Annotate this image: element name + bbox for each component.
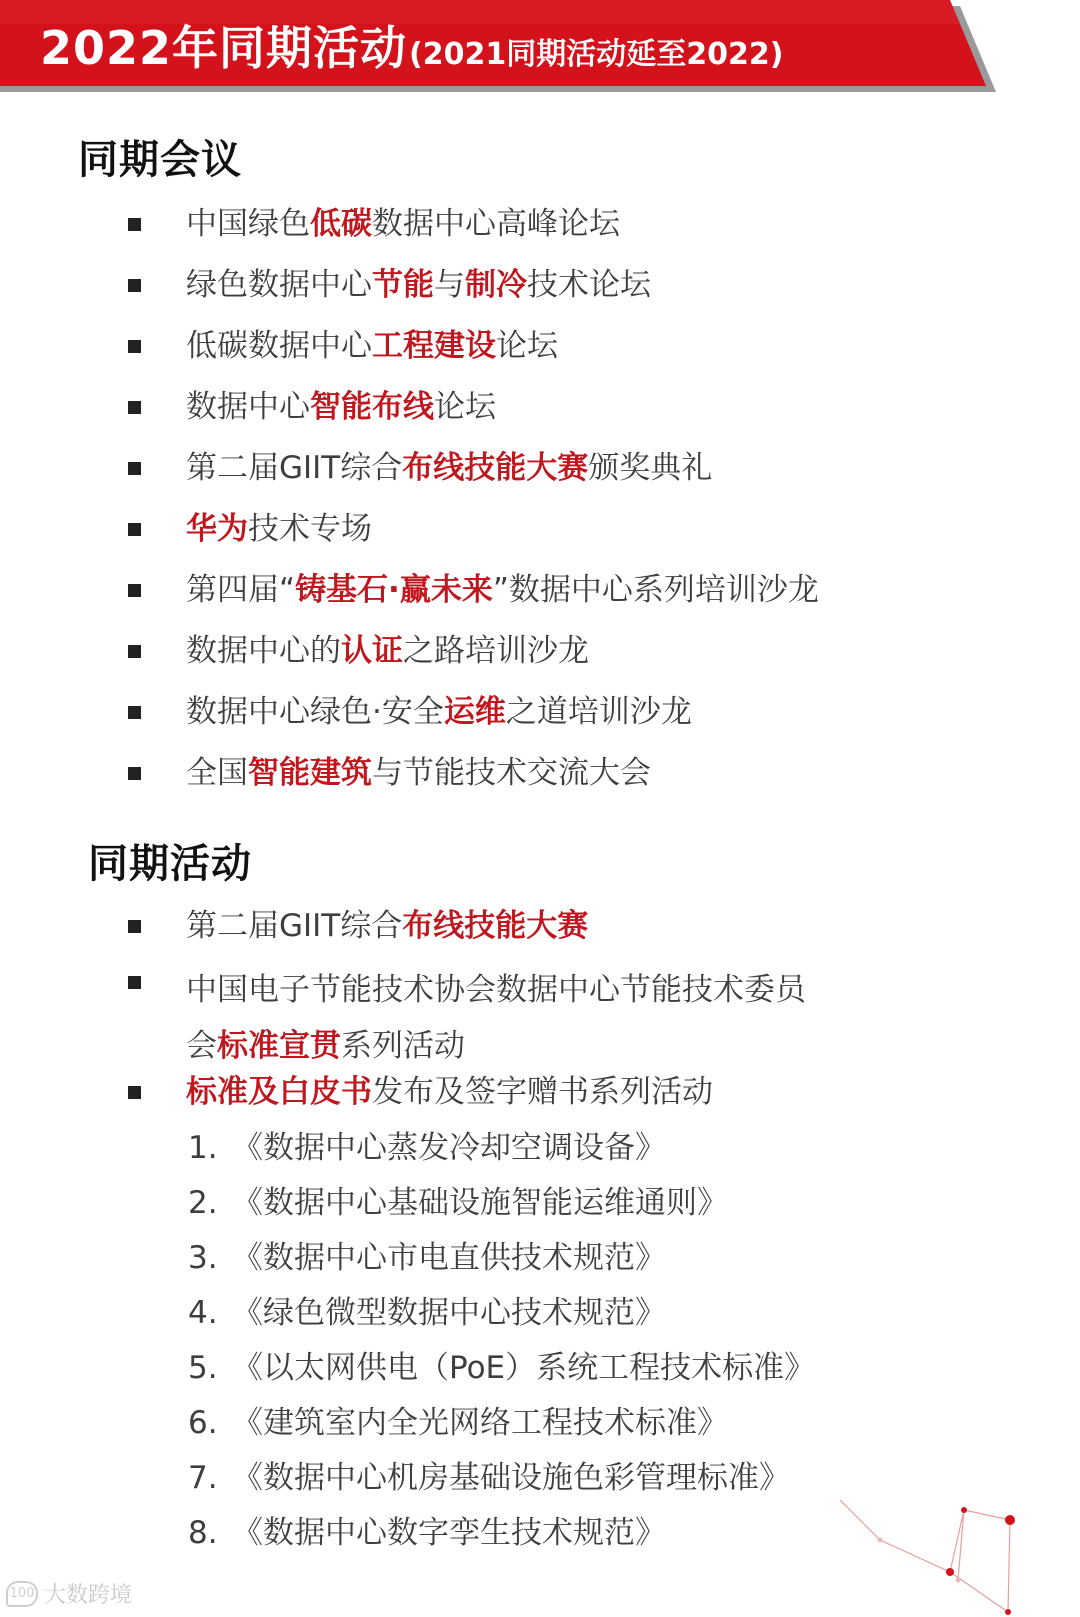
- highlight-text: 低碳: [310, 206, 372, 242]
- bullet-square-icon: [128, 401, 141, 414]
- standard-item: [188, 1403, 728, 1443]
- bullet-square-icon: [128, 218, 141, 231]
- highlight-text: 制冷: [465, 267, 527, 303]
- bullet-square-icon: [128, 645, 141, 658]
- highlight-text: 布线技能大赛: [402, 908, 589, 944]
- standard-number: 5.: [188, 1350, 218, 1386]
- highlight-text: 标准及白皮书: [186, 1074, 372, 1110]
- plain-text: 绿色数据中心: [186, 267, 372, 303]
- list-item-text: [186, 509, 372, 549]
- network-decoration-icon: [840, 1500, 1080, 1617]
- watermark-text: 大数跨境: [44, 1583, 133, 1608]
- plain-text: 发布及签字赠书系列活动: [372, 1074, 713, 1110]
- plain-text: 数据中心: [186, 389, 310, 425]
- standard-number: 3.: [188, 1240, 218, 1276]
- plain-text: 中国绿色: [186, 206, 310, 242]
- standard-number: 6.: [188, 1405, 218, 1441]
- bullet-square-icon: [128, 340, 141, 353]
- highlight-text: 工程建设: [372, 328, 496, 364]
- bullet-square-icon: [128, 523, 141, 536]
- plain-text: 低碳数据中心: [186, 328, 372, 364]
- plain-text: 第二届GIIT综合: [186, 908, 403, 944]
- highlight-text: 标准宣贯: [217, 1028, 341, 1064]
- plain-text: 全国: [186, 755, 248, 791]
- highlight-text: 华为: [186, 511, 248, 547]
- standard-item: [188, 1293, 666, 1333]
- bullet-square-icon: [128, 1086, 141, 1099]
- plain-text: 数据中心绿色·安全: [186, 694, 444, 730]
- standard-name: 《数据中心数字孪生技术规范》: [232, 1515, 666, 1551]
- standard-name: 《建筑室内全光网络工程技术标准》: [232, 1405, 728, 1441]
- list-item-text: [186, 387, 496, 427]
- standard-name: 《数据中心市电直供技术规范》: [232, 1240, 666, 1276]
- plain-text: 与节能技术交流大会: [372, 755, 651, 791]
- standard-name: 《数据中心基础设施智能运维通则》: [232, 1185, 728, 1221]
- banner-title: [40, 12, 783, 82]
- list-item-text: [186, 265, 651, 305]
- page-title: 2022年同期活动: [40, 21, 408, 75]
- plain-text: 第四届“: [186, 572, 296, 608]
- standard-item: [188, 1183, 728, 1223]
- bullet-square-icon: [128, 706, 141, 719]
- plain-text: 数据中心的: [186, 633, 341, 669]
- standard-name: 《数据中心蒸发冷却空调设备》: [232, 1130, 666, 1166]
- standard-item: [188, 1458, 790, 1498]
- standard-number: 1.: [188, 1130, 218, 1166]
- bullet-square-icon: [128, 279, 141, 292]
- standard-name: 《以太网供电（PoE）系统工程技术标准》: [232, 1350, 816, 1386]
- highlight-text: 布线技能大赛: [402, 450, 589, 486]
- list-item-text: [186, 631, 589, 671]
- plain-text: 数据中心高峰论坛: [372, 206, 620, 242]
- standard-number: 4.: [188, 1295, 218, 1331]
- list-item-text: [186, 962, 806, 1074]
- bullet-square-icon: [128, 462, 141, 475]
- list-item-text: [186, 753, 651, 793]
- plain-text: 与: [434, 267, 465, 303]
- standard-number: 2.: [188, 1185, 218, 1221]
- list-item-text: [186, 906, 588, 946]
- list-item-text: [186, 204, 620, 244]
- plain-text: 颁奖典礼: [588, 450, 713, 486]
- bullet-square-icon: [128, 767, 141, 780]
- highlight-text: 智能建筑: [248, 755, 372, 791]
- standard-name: 《绿色微型数据中心技术规范》: [232, 1295, 666, 1331]
- header-banner: [0, 0, 1000, 92]
- standard-number: 7.: [188, 1460, 218, 1496]
- standard-item: [188, 1238, 666, 1278]
- page-subtitle: (2021同期活动延至2022): [409, 37, 784, 72]
- plain-text: 之道培训沙龙: [505, 694, 692, 730]
- plain-text: 技术专场: [248, 511, 372, 547]
- section-heading-activities: 同期活动: [88, 841, 252, 887]
- standard-number: 8.: [188, 1515, 218, 1551]
- plain-text: 技术论坛: [527, 267, 651, 303]
- highlight-text: 运维: [443, 694, 506, 730]
- highlight-text: 认证: [341, 633, 403, 669]
- bullet-square-icon: [128, 920, 141, 933]
- list-item-text: [186, 326, 558, 366]
- plain-text: 论坛: [496, 328, 558, 364]
- highlight-text: 智能布线: [310, 389, 434, 425]
- list-item-text: [186, 692, 692, 732]
- plain-text: 系列活动: [341, 1028, 465, 1064]
- list-item-text: [186, 448, 712, 488]
- section-heading-conferences: 同期会议: [78, 137, 242, 183]
- standard-item: [188, 1348, 815, 1388]
- highlight-text: 铸基石·赢未来: [295, 572, 493, 608]
- watermark: [6, 1578, 132, 1609]
- highlight-text: 节能: [372, 267, 434, 303]
- standard-name: 《数据中心机房基础设施色彩管理标准》: [232, 1460, 790, 1496]
- standard-item: [188, 1128, 666, 1168]
- watermark-logo-icon: 100: [6, 1581, 38, 1607]
- list-item-text: [186, 570, 819, 610]
- standard-item: [188, 1513, 666, 1553]
- plain-text: 中国电子节能技术协会数据中心节能技术委员会: [186, 972, 806, 1064]
- plain-text: ”数据中心系列培训沙龙: [492, 572, 819, 608]
- bullet-square-icon: [128, 976, 141, 989]
- bullet-square-icon: [128, 584, 141, 597]
- plain-text: 论坛: [434, 389, 496, 425]
- plain-text: 之路培训沙龙: [403, 633, 589, 669]
- plain-text: 第二届GIIT综合: [186, 450, 403, 486]
- list-item-text: [186, 1072, 713, 1112]
